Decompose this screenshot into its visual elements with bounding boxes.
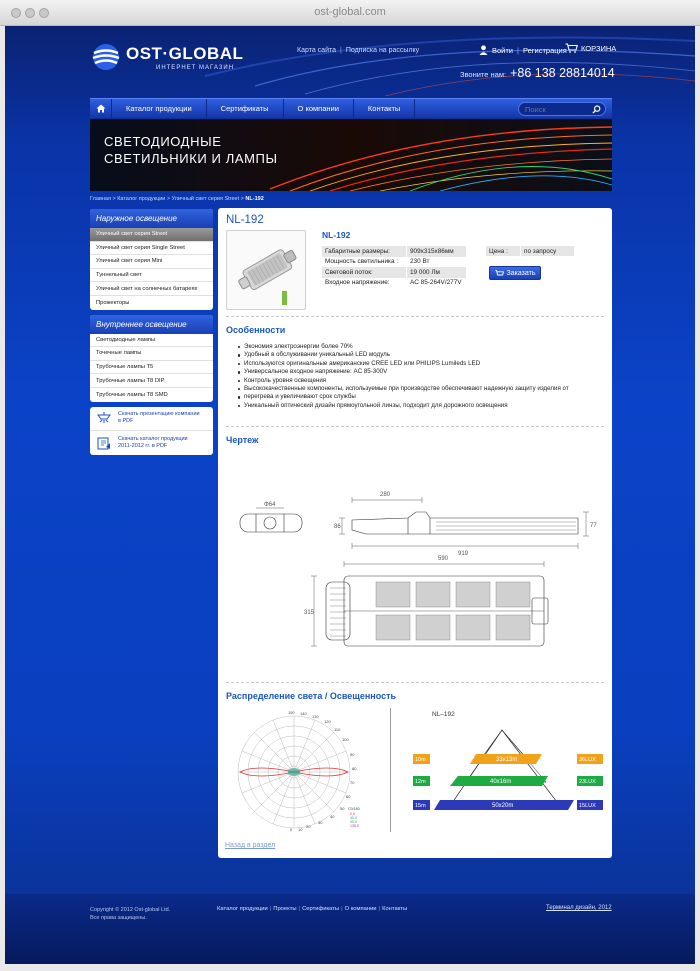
home-icon — [96, 104, 106, 113]
sidebar — [90, 209, 213, 460]
spec-key: Световой поток: — [322, 267, 406, 278]
site-logo[interactable] — [91, 42, 243, 72]
spec-key: Габаритные размеры: — [322, 246, 406, 257]
spec-row — [322, 278, 466, 289]
download-presentation-line1: Скачать презентацию компании — [118, 411, 200, 418]
legend-label: 135.0 — [350, 824, 359, 828]
footer-link-certificates[interactable]: Сертификаты — [302, 906, 340, 912]
nav-item-certificates[interactable]: Сертификаты — [207, 99, 284, 118]
spec-value: 909x315x86мм — [407, 246, 466, 257]
divider — [226, 682, 604, 683]
phone-label: Звоните нам: — [460, 70, 507, 79]
breadcrumb-current: NL-192 — [245, 196, 264, 202]
dim-590: 590 — [438, 556, 449, 562]
list-item: Удобный в обслуживании уникальный LED модуль — [238, 351, 608, 359]
product-model: NL-192 — [322, 230, 351, 240]
banner-line-1: СВЕТОДИОДНЫЕ — [104, 134, 222, 149]
illuminance-model: NL–192 — [432, 711, 455, 718]
login-link[interactable]: Войти — [492, 45, 513, 55]
hero-banner — [90, 119, 612, 191]
list-item: Уникальный оптический дизайн прямоугольной линзы, подходит для дорожного освещения — [238, 402, 608, 410]
product-title: NL-192 — [226, 214, 264, 226]
sidebar-indoor — [90, 315, 213, 402]
list-item: Используются оригинальные американские CREE LED или PHILIPS Lumileds LED — [238, 360, 608, 368]
sidebar-item-t8-dip[interactable]: Трубочные лампы T8 DIP — [90, 374, 213, 388]
footer-link-about[interactable]: О компании — [344, 906, 377, 912]
copyright-line1: Copyright © 2012 Ost-global Ltd. — [90, 907, 171, 913]
features-title: Особенности — [226, 325, 286, 335]
distribution-title: Распределение света / Освещенность — [226, 691, 397, 701]
polar-label: 110 — [334, 727, 341, 732]
footer-link-catalog[interactable]: Каталог продукции — [217, 906, 268, 912]
legend-label: C0/180 — [348, 807, 360, 811]
polar-label: 20 — [306, 824, 311, 829]
cart-icon — [565, 43, 578, 53]
cart-icon — [495, 270, 504, 277]
dim-phi64: Φ64 — [264, 502, 276, 508]
logo-subtitle: ИНТЕРНЕТ МАГАЗИН — [156, 64, 235, 71]
area-label-10m: 33x13m — [496, 757, 518, 763]
polar-label: 150 — [288, 710, 295, 715]
divider — [226, 316, 604, 317]
nav-item-catalog[interactable]: Каталог продукции — [112, 99, 207, 118]
breadcrumb — [90, 196, 264, 202]
search-input[interactable] — [525, 105, 591, 114]
sidebar-item-mini[interactable]: Уличный свет серия Mini — [90, 255, 213, 269]
dim-280: 280 — [380, 492, 391, 498]
spec-row — [322, 246, 466, 257]
dim-77: 77 — [590, 523, 597, 529]
spec-row — [322, 257, 466, 268]
browser-chrome — [0, 0, 700, 26]
specs-table — [322, 246, 466, 288]
sidebar-item-single-street[interactable]: Уличный свет серия Single Street — [90, 242, 213, 256]
search-icon[interactable] — [592, 105, 601, 114]
sitemap-link[interactable]: Карта сайта — [297, 47, 336, 54]
register-link[interactable]: Регистрация — [522, 45, 567, 55]
distribution-separator — [390, 708, 391, 832]
order-button[interactable] — [489, 266, 541, 280]
site-footer — [5, 894, 695, 964]
polar-label: 140 — [300, 711, 307, 716]
user-links: Войти | Регистрация — [479, 45, 567, 55]
polar-label: 0 — [290, 827, 293, 832]
footer-copyright — [90, 906, 170, 922]
sidebar-item-street[interactable]: Уличный свет серия Street — [90, 228, 213, 242]
sidebar-indoor-title: Внутреннее освещение — [90, 315, 213, 334]
sidebar-item-t5[interactable]: Трубочные лампы T5 — [90, 361, 213, 375]
order-button-label: Заказать — [506, 269, 536, 277]
footer-links: Каталог продукции | Проекты | Сертификаты | О компании | Контакты — [217, 906, 408, 912]
area-label-15m: 50x20m — [492, 803, 514, 809]
list-item: Универсальное входное напряжение: AC 85-300V — [238, 368, 608, 376]
dim-919: 919 — [458, 551, 469, 557]
height-label: 10m — [415, 757, 426, 763]
polar-label: 10 — [298, 827, 303, 832]
banner-line-2: СВЕТИЛЬНИКИ И ЛАМПЫ — [104, 151, 278, 166]
price-label: Цена : — [486, 246, 520, 256]
polar-label: 100 — [342, 737, 349, 742]
sidebar-item-t8-smd[interactable]: Трубочные лампы T8 SMD — [96, 391, 168, 398]
footer-link-contacts[interactable]: Контакты — [382, 906, 408, 912]
product-content — [218, 208, 612, 858]
technical-drawing — [226, 448, 604, 663]
sidebar-item-led-lamps[interactable]: Светодиодные лампы — [90, 334, 213, 348]
copyright-line2: Все права защищены. — [90, 915, 147, 921]
lux-label: 36LUX — [579, 757, 596, 763]
height-label: 15m — [415, 803, 426, 809]
sidebar-item-solar[interactable]: Уличный свет на солнечных батареях — [90, 282, 213, 296]
features-list — [238, 343, 608, 410]
polar-label: 30 — [318, 820, 323, 825]
spec-value: 19 000 Лм — [407, 267, 466, 278]
polar-label: 80 — [352, 766, 357, 771]
footer-link-projects[interactable]: Проекты — [273, 906, 297, 912]
drawing-title: Чертеж — [226, 435, 259, 445]
main-nav — [90, 98, 612, 118]
area-label-12m: 40x16m — [490, 779, 512, 785]
sidebar-item-floodlights[interactable]: Прожекторы — [96, 299, 130, 306]
legend-label: 0.0 — [350, 812, 355, 816]
spec-row — [322, 267, 466, 278]
legend-label: 90.0 — [350, 820, 357, 824]
lux-label: 23LUX — [579, 779, 596, 785]
price-value: по запросу — [521, 246, 574, 256]
polar-label: 130 — [312, 714, 319, 719]
lux-label: 15LUX — [579, 803, 596, 809]
divider — [226, 426, 604, 427]
logo-name: OST·GLOBAL — [126, 43, 244, 63]
polar-label: 70 — [350, 780, 355, 785]
search-box — [518, 102, 606, 116]
sidebar-item-tunnel[interactable]: Туннельный свет — [90, 269, 213, 283]
dim-315: 315 — [304, 610, 315, 616]
legend-label: 45.0 — [350, 816, 357, 820]
sidebar-downloads — [90, 407, 213, 455]
nav-home-button[interactable] — [90, 99, 112, 118]
breadcrumb-path[interactable]: Главная > Каталог продукции > Уличный свет серия Street > — [90, 196, 246, 202]
polar-label: 60 — [346, 794, 351, 799]
download-catalog-line2: 2011-2012 гг. в PDF — [118, 442, 168, 449]
footer-design-credit[interactable]: Терминал дизайн, 2012 — [546, 905, 612, 911]
price-row — [486, 246, 574, 256]
list-item: Экономия электроэнергии более 70% — [238, 343, 608, 351]
polar-label: 120 — [324, 719, 331, 724]
download-catalog-link[interactable] — [90, 431, 213, 455]
site-header — [5, 26, 695, 96]
newsletter-link[interactable]: Подписка на рассылку — [345, 47, 420, 54]
sidebar-outdoor-title: Наружное освещение — [90, 209, 213, 228]
spec-key: Входное напряжение: — [325, 279, 390, 287]
logo-globe-icon — [91, 42, 121, 72]
polar-distribution-diagram — [226, 704, 376, 834]
cart-link[interactable] — [565, 43, 616, 53]
cart-label: КОРЗИНА — [581, 43, 617, 53]
polar-label: 50 — [340, 806, 345, 811]
back-to-section-link[interactable]: Назад в раздел — [225, 842, 276, 849]
download-presentation-line2: в PDF — [118, 418, 134, 425]
polar-label: 40 — [330, 814, 335, 819]
product-image[interactable] — [226, 230, 306, 310]
nav-item-about[interactable]: О компании — [284, 99, 354, 118]
phone-number[interactable]: +86 138 28814014 — [510, 66, 615, 80]
street-lamp-image — [227, 231, 307, 311]
sidebar-item-spot-lamps[interactable]: Точечные лампы — [90, 347, 213, 361]
spec-key: Мощность светильника : — [325, 258, 399, 266]
lamp-icon — [96, 410, 112, 426]
browser-url[interactable]: ost-global.com — [314, 6, 386, 18]
banner-title — [104, 133, 278, 167]
phone-block — [460, 66, 615, 80]
list-item: перегрева и увеличивают срок службы — [238, 393, 608, 401]
height-label: 12m — [415, 779, 426, 785]
dim-86: 86 — [334, 524, 341, 530]
user-icon — [479, 45, 488, 55]
list-item: Контроль уровня освещения — [238, 377, 608, 385]
top-links: Карта сайта | Подписка на рассылку — [297, 47, 420, 54]
nav-item-contacts[interactable]: Контакты — [354, 99, 415, 118]
download-catalog-line1: Скачать каталог продукции — [118, 435, 188, 442]
catalog-icon — [96, 435, 112, 451]
spec-value: 230 Вт — [410, 258, 430, 266]
illuminance-diagram — [410, 706, 606, 836]
download-presentation-link[interactable] — [90, 407, 213, 431]
list-item: Высококачественные компоненты, используемые при производстве обеспечивают надежную защиту изделия от — [238, 385, 608, 393]
spec-value: AC 85-264V/277V — [410, 279, 462, 287]
polar-label: 90 — [350, 752, 355, 757]
page — [5, 26, 695, 964]
sidebar-outdoor — [90, 209, 213, 310]
